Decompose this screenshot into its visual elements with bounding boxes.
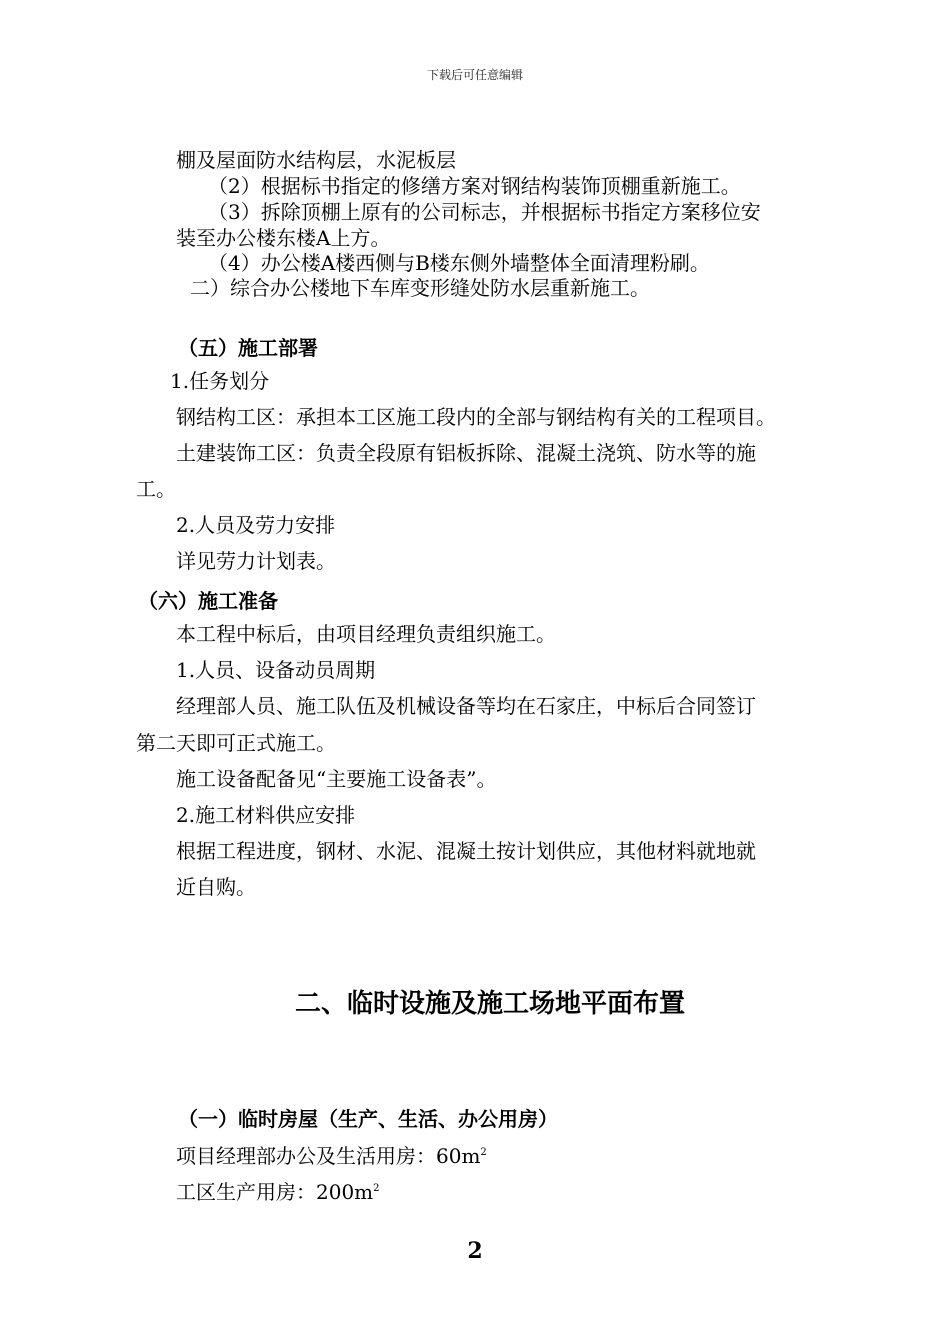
paragraph: 第二天即可正式施工。 <box>136 731 336 755</box>
paragraph: 详见劳力计划表。 <box>176 549 336 573</box>
body-line: （2）根据标书指定的修缮方案对钢结构装饰顶棚重新施工。 <box>208 174 741 198</box>
paragraph <box>176 1140 487 1169</box>
section-heading-6: （六）施工准备 <box>138 589 278 613</box>
paragraph: 经理部人员、施工队伍及机械设备等均在石家庄，中标后合同签订 <box>176 694 756 718</box>
list-item: 2.人员及劳力安排 <box>176 513 336 537</box>
body-line: 二）综合办公楼地下车库变形缝处防水层重新施工。 <box>190 276 650 300</box>
paragraph: 工。 <box>136 477 176 501</box>
paragraph: 近自购。 <box>176 875 256 899</box>
paragraph: 施工设备配备见“主要施工设备表”。 <box>176 767 497 791</box>
list-item: 2.施工材料供应安排 <box>176 803 356 827</box>
office-area-label: 项目经理部办公及生活用房：60m <box>176 1144 481 1168</box>
paragraph: 钢结构工区：承担本工区施工段内的全部与钢结构有关的工程项目。 <box>176 405 776 429</box>
page-number: 2 <box>467 1238 483 1264</box>
superscript: 2 <box>480 1147 487 1158</box>
page-header: 下载后可任意编辑 <box>426 68 523 82</box>
production-area-label: 工区生产用房：200m <box>176 1180 374 1204</box>
chapter-title: 二、临时设施及施工场地平面布置 <box>294 989 685 1019</box>
paragraph: 本工程中标后，由项目经理负责组织施工。 <box>176 622 556 646</box>
paragraph: 根据工程进度，钢材、水泥、混凝土按计划供应，其他材料就地就 <box>176 839 756 863</box>
superscript: 2 <box>373 1183 380 1194</box>
body-line: 装至办公楼东楼A上方。 <box>176 226 391 250</box>
paragraph <box>176 1176 380 1205</box>
section-heading-5: （五）施工部署 <box>178 336 318 360</box>
body-line: 棚及屋面防水结构层，水泥板层 <box>176 148 456 172</box>
paragraph: 土建装饰工区：负责全段原有铝板拆除、混凝土浇筑、防水等的施 <box>176 441 756 465</box>
list-item: 1.任务划分 <box>170 369 270 393</box>
body-line: （3）拆除顶棚上原有的公司标志，并根据标书指定方案移位安 <box>208 200 761 224</box>
section-heading-1: （一）临时房屋（生产、生活、办公用房） <box>178 1107 558 1131</box>
body-line: （4）办公楼A楼西侧与B楼东侧外墙整体全面清理粉刷。 <box>208 251 710 275</box>
list-item: 1.人员、设备动员周期 <box>176 658 376 682</box>
